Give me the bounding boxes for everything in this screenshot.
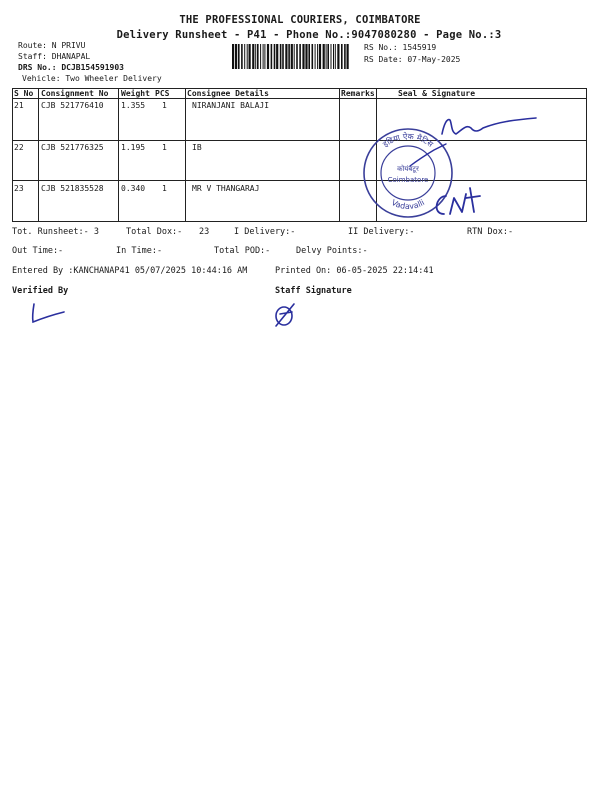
drs-number: DRS No.: DCJB154591903	[18, 63, 124, 72]
barcode-bar	[312, 44, 314, 69]
barcode-bar	[255, 44, 256, 69]
barcode-bar	[294, 44, 295, 69]
row-sno: 23	[14, 184, 24, 193]
barcode-bar	[299, 44, 301, 69]
table-col-rule	[586, 88, 587, 222]
row-pcs: 1	[162, 184, 167, 193]
staff-text: Staff: DHANAPAL	[18, 52, 91, 61]
out-time: Out Time:-	[12, 246, 64, 256]
barcode-bar	[341, 44, 343, 69]
header-sno: S No	[14, 89, 34, 98]
table-rule-header	[12, 98, 587, 99]
stamp-city-text: Coimbatore	[387, 176, 429, 184]
header-consignee: Consignee Details	[187, 89, 269, 98]
rs-number: RS No.: 1545919	[364, 43, 437, 52]
total-pod: Total POD:-	[214, 246, 271, 256]
entered-by: Entered By :KANCHANAP41 05/07/2025 10:44:16 AM	[12, 266, 248, 276]
row-pcs: 1	[162, 101, 167, 110]
row-consignee: IB	[192, 143, 202, 152]
table-col-rule	[118, 88, 119, 222]
table-rule-bottom	[12, 221, 587, 222]
stamp-middle-text: कोयंबटूर	[397, 165, 419, 173]
total-dox-label: Total Dox:-	[126, 227, 183, 237]
barcode-bar	[296, 44, 298, 69]
verified-signature	[26, 302, 70, 326]
barcode-bar	[335, 44, 336, 69]
barcode-bar	[291, 44, 293, 69]
ii-delivery: II Delivery:-	[348, 227, 415, 237]
row-consignee: NIRANJANI BALAJI	[192, 101, 270, 110]
barcode-bar	[326, 44, 327, 69]
barcode-bar	[317, 44, 318, 69]
barcode-bar	[267, 44, 269, 69]
barcode-bar	[305, 44, 307, 69]
barcode-bar	[244, 44, 245, 69]
barcode-bar	[327, 44, 329, 69]
barcode-bar	[238, 44, 240, 69]
delivery-points: Delvy Points:-	[296, 246, 368, 256]
header-remarks: Remarks	[341, 89, 375, 98]
barcode-bar	[280, 44, 282, 69]
barcode-bar	[260, 44, 261, 69]
barcode-bar	[263, 44, 264, 69]
barcode-bar	[249, 44, 251, 69]
barcode-bar	[235, 44, 237, 69]
barcode-bar	[274, 44, 276, 69]
row-consignee: MR V THANGARAJ	[192, 184, 260, 193]
barcode-bar	[333, 44, 334, 69]
row-sno: 22	[14, 143, 24, 152]
barcode-bar	[276, 44, 278, 69]
table-rule-row2	[12, 180, 587, 181]
barcode-bar	[257, 44, 259, 69]
barcode-bar	[337, 44, 339, 69]
barcode-bar	[285, 44, 287, 69]
row-consignment: CJB 521776410	[41, 101, 104, 110]
stamp-top-text: इंडिया ऐक मैटिस	[381, 131, 435, 150]
delivery-signature-1	[438, 112, 538, 144]
barcode-bar	[282, 44, 284, 69]
table-col-rule	[339, 88, 340, 222]
row-weight: 0.340	[121, 184, 146, 193]
rs-date: RS Date: 07-May-2025	[364, 55, 461, 64]
barcode-bar	[347, 44, 349, 69]
staff-signature-label: Staff Signature	[275, 286, 352, 296]
stamp-bottom-text: Vadavalli	[389, 197, 427, 212]
header-weight: Weight	[121, 89, 150, 98]
barcode-bar	[271, 44, 273, 69]
barcode-bar	[308, 44, 310, 69]
rtn-dox: RTN Dox:-	[467, 227, 514, 237]
barcode-bar	[331, 44, 332, 69]
barcode-bar	[264, 44, 265, 69]
barcode	[232, 44, 352, 69]
verified-by-label: Verified By	[12, 286, 69, 296]
barcode-bar	[252, 44, 254, 69]
delivery-signature-2	[408, 142, 448, 172]
barcode-bar	[323, 44, 325, 69]
i-delivery: I Delivery:-	[234, 227, 296, 237]
company-title: THE PROFESSIONAL COURIERS, COIMBATORE	[179, 14, 421, 26]
row-consignment: CJB 521776325	[41, 143, 104, 152]
staff-signature-mark	[270, 300, 300, 330]
header-pcs: PCS	[155, 89, 170, 98]
table-col-rule	[38, 88, 39, 222]
in-time: In Time:-	[116, 246, 163, 256]
runsheet-table	[12, 88, 587, 222]
header-consignment: Consignment No	[41, 89, 109, 98]
barcode-bar	[232, 44, 234, 69]
total-dox-value: 23	[199, 227, 210, 237]
barcode-bar	[288, 44, 290, 69]
printed-on: Printed On: 06-05-2025 22:14:41	[275, 266, 434, 276]
total-runsheet: Tot. Runsheet:- 3	[12, 227, 99, 237]
row-sno: 21	[14, 101, 24, 110]
barcode-bar	[302, 44, 304, 69]
barcode-bar	[319, 44, 321, 69]
row-pcs: 1	[162, 143, 167, 152]
barcode-bar	[247, 44, 248, 69]
delivery-signature-3	[430, 184, 485, 224]
barcode-bar	[315, 44, 316, 69]
barcode-bar	[344, 44, 346, 69]
table-col-rule	[185, 88, 186, 222]
vehicle-text: Vehicle: Two Wheeler Delivery	[22, 74, 162, 83]
runsheet-subtitle: Delivery Runsheet - P41 - Phone No.:9047080280 - Page No.:3	[116, 29, 502, 41]
barcode-bar	[241, 44, 243, 69]
row-weight: 1.195	[121, 143, 146, 152]
row-consignment: CJB 521835528	[41, 184, 104, 193]
header-seal-signature: Seal & Signature	[398, 89, 476, 98]
table-col-rule	[12, 88, 13, 222]
route-text: Route: N PRIVU	[18, 41, 86, 50]
row-weight: 1.355	[121, 101, 146, 110]
